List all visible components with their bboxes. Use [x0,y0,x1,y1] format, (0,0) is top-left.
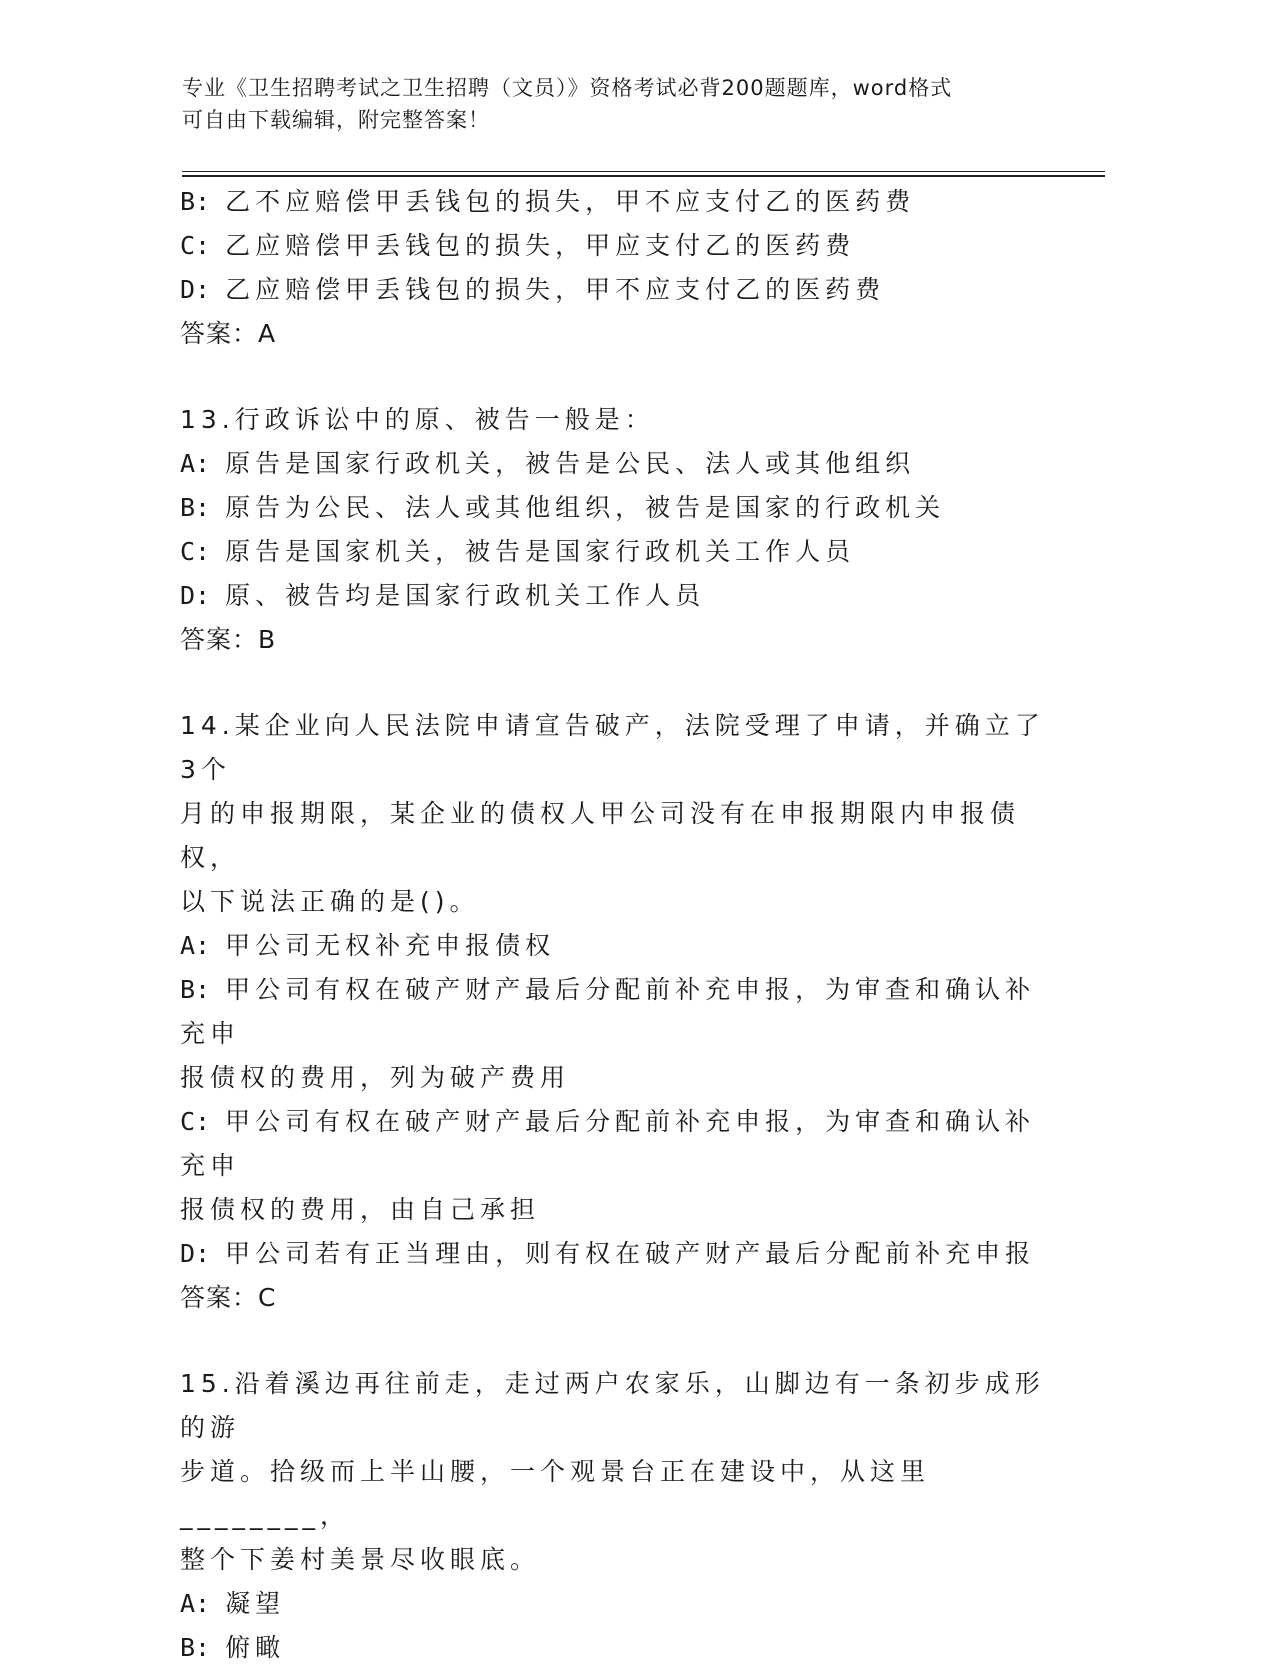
option-c: C: 原告是国家机关，被告是国家行政机关工作人员 [180,537,856,566]
answer-line: 答案：A [180,319,277,348]
option-b: B: 原告为公民、法人或其他组织，被告是国家的行政机关 [180,493,946,522]
question-15 [180,1362,1060,1670]
option-a: A: 凝望 [180,1589,286,1618]
answer-line: 答案：B [180,625,277,654]
option-b: B: 甲公司有权在破产财产最后分配前补充申报，为审查和确认补充申 [180,975,1036,1048]
option-a: A: 原告是国家行政机关，被告是公民、法人或其他组织 [180,449,916,478]
question-stem-line-1: 14.某企业向人民法院申请宣告破产，法院受理了申请，并确立了3个 [180,711,1045,784]
question-13 [180,398,1060,662]
option-a: A: 甲公司无权补充申报债权 [180,931,556,960]
question-stem-line-3: 整个下姜村美景尽收眼底。 [180,1545,541,1574]
header-line-2: 可自由下载编辑，附完整答案！ [182,108,490,132]
option-b: B: 俯瞰 [180,1633,286,1662]
option-d: D: 乙应赔偿甲丢钱包的损失，甲不应支付乙的医药费 [180,275,886,304]
header-divider-thick [182,175,1105,177]
question-stem-line-1: 15.沿着溪边再往前走，走过两户农家乐，山脚边有一条初步成形的游 [180,1369,1045,1442]
header-divider-thin [182,171,1105,172]
option-d: D: 原、被告均是国家行政机关工作人员 [180,581,706,610]
option-d: D: 甲公司若有正当理由，则有权在破产财产最后分配前补充申报 [180,1239,1036,1268]
question-stem-line-2: 步道。拾级而上半山腰，一个观景台正在建设中，从这里________， [180,1457,931,1530]
option-b: B: 乙不应赔偿甲丢钱包的损失，甲不应支付乙的医药费 [180,187,916,216]
option-c-continued: 报债权的费用，由自己承担 [180,1195,541,1224]
option-c: C: 乙应赔偿甲丢钱包的损失，甲应支付乙的医药费 [180,231,856,260]
question-stem: 13.行政诉讼中的原、被告一般是： [180,405,655,434]
question-stem-line-3: 以下说法正确的是()。 [180,887,480,916]
question-stem-line-2: 月的申报期限，某企业的债权人甲公司没有在申报期限内申报债权， [180,799,1021,872]
answer-line: 答案：C [180,1283,277,1312]
document-header [182,72,1082,136]
header-line-1: 专业《卫生招聘考试之卫生招聘（文员）》资格考试必背200题题库，word格式 [182,76,953,100]
question-list [180,180,1060,1670]
question-14 [180,704,1060,1320]
option-c: C: 甲公司有权在破产财产最后分配前补充申报，为审查和确认补充申 [180,1107,1036,1180]
option-b-continued: 报债权的费用，列为破产费用 [180,1063,571,1092]
question-12 [180,180,1060,356]
